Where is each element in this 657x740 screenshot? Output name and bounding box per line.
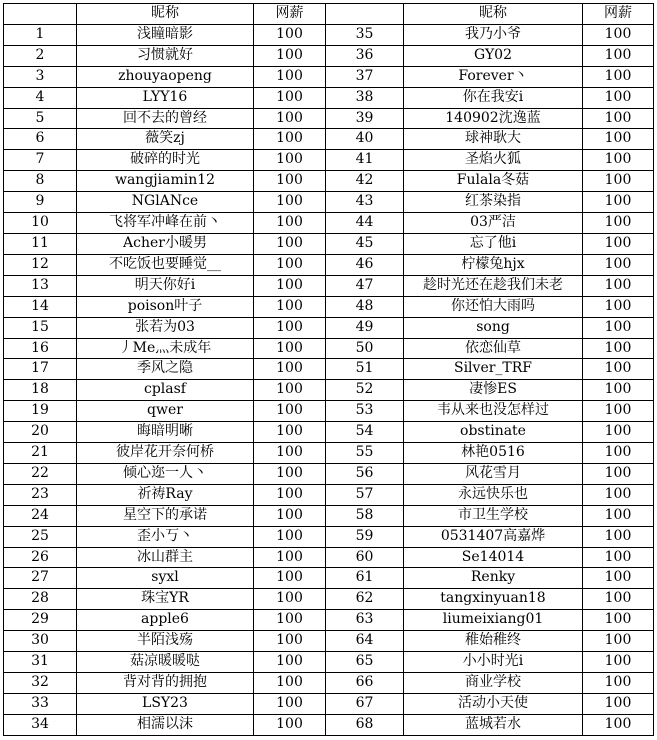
row-number-cell: 21 xyxy=(4,443,77,464)
row-number-cell: 4 xyxy=(4,87,77,108)
nickname-cell: 商业学校 xyxy=(404,673,583,694)
nickname-cell: 0531407高嘉烨 xyxy=(404,526,583,547)
table-row xyxy=(4,652,654,673)
nickname-cell: 韦从来也没怎样过 xyxy=(404,401,583,422)
header-salary-right-cell: 网薪 xyxy=(583,4,654,25)
table-row xyxy=(4,150,654,171)
table-body xyxy=(4,24,654,735)
nickname-cell: syxl xyxy=(77,568,254,589)
table-row xyxy=(4,275,654,296)
row-number-cell: 6 xyxy=(4,129,77,150)
header-salary-left-cell: 网薪 xyxy=(254,4,326,25)
row-number-cell: 25 xyxy=(4,526,77,547)
nickname-cell: NGlANce xyxy=(77,192,254,213)
nickname-cell: 趁时光还在趁我们未老 xyxy=(404,275,583,296)
salary-cell: 100 xyxy=(254,24,326,45)
salary-cell: 100 xyxy=(583,45,654,66)
row-number-cell: 7 xyxy=(4,150,77,171)
nickname-cell: 晦暗明晰 xyxy=(77,422,254,443)
row-number-cell: 63 xyxy=(326,610,404,631)
nickname-cell: 球神耿大 xyxy=(404,129,583,150)
salary-cell: 100 xyxy=(583,87,654,108)
salary-cell: 100 xyxy=(583,171,654,192)
salary-cell: 100 xyxy=(254,296,326,317)
header-index-left-cell xyxy=(4,4,77,25)
row-number-cell: 26 xyxy=(4,547,77,568)
table-row xyxy=(4,610,654,631)
row-number-cell: 33 xyxy=(4,693,77,714)
table-row xyxy=(4,66,654,87)
row-number-cell: 64 xyxy=(326,631,404,652)
nickname-cell: 倾心迩一人丶 xyxy=(77,463,254,484)
table-row xyxy=(4,296,654,317)
salary-cell: 100 xyxy=(254,66,326,87)
row-number-cell: 34 xyxy=(4,714,77,735)
row-number-cell: 58 xyxy=(326,505,404,526)
row-number-cell: 27 xyxy=(4,568,77,589)
nickname-cell: 半陌浅殇 xyxy=(77,631,254,652)
row-number-cell: 19 xyxy=(4,401,77,422)
nickname-cell: 风花雪月 xyxy=(404,463,583,484)
salary-cell: 100 xyxy=(583,150,654,171)
row-number-cell: 13 xyxy=(4,275,77,296)
row-number-cell: 23 xyxy=(4,484,77,505)
salary-table xyxy=(3,3,654,736)
nickname-cell: 相濡以沫 xyxy=(77,714,254,735)
nickname-cell: 圣焰火狐 xyxy=(404,150,583,171)
row-number-cell: 68 xyxy=(326,714,404,735)
row-number-cell: 54 xyxy=(326,422,404,443)
nickname-cell: 03严洁 xyxy=(404,213,583,234)
salary-cell: 100 xyxy=(254,401,326,422)
nickname-cell: GY02 xyxy=(404,45,583,66)
nickname-cell: 永远快乐也 xyxy=(404,484,583,505)
row-number-cell: 24 xyxy=(4,505,77,526)
nickname-cell: 浅瞳暗影 xyxy=(77,24,254,45)
row-number-cell: 59 xyxy=(326,526,404,547)
table-row xyxy=(4,45,654,66)
row-number-cell: 32 xyxy=(4,673,77,694)
table-row xyxy=(4,568,654,589)
salary-cell: 100 xyxy=(254,192,326,213)
nickname-cell: 习惯就好 xyxy=(77,45,254,66)
table-row xyxy=(4,463,654,484)
nickname-cell: wangjiamin12 xyxy=(77,171,254,192)
nickname-cell: Acher小暖男 xyxy=(77,233,254,254)
table-row xyxy=(4,631,654,652)
nickname-cell: 珠宝YR xyxy=(77,589,254,610)
row-number-cell: 30 xyxy=(4,631,77,652)
nickname-cell: 红茶染指 xyxy=(404,192,583,213)
row-number-cell: 61 xyxy=(326,568,404,589)
row-number-cell: 37 xyxy=(326,66,404,87)
nickname-cell: qwer xyxy=(77,401,254,422)
table-row xyxy=(4,317,654,338)
salary-cell: 100 xyxy=(583,547,654,568)
table-row xyxy=(4,254,654,275)
salary-cell: 100 xyxy=(254,526,326,547)
table-row xyxy=(4,714,654,735)
header-nickname-left-cell: 昵称 xyxy=(77,4,254,25)
table-row xyxy=(4,693,654,714)
salary-cell: 100 xyxy=(583,652,654,673)
salary-cell: 100 xyxy=(254,568,326,589)
row-number-cell: 40 xyxy=(326,129,404,150)
salary-cell: 100 xyxy=(254,317,326,338)
salary-cell: 100 xyxy=(254,505,326,526)
salary-cell: 100 xyxy=(254,233,326,254)
nickname-cell: zhouyaopeng xyxy=(77,66,254,87)
salary-cell: 100 xyxy=(583,296,654,317)
salary-cell: 100 xyxy=(254,338,326,359)
row-number-cell: 22 xyxy=(4,463,77,484)
row-number-cell: 2 xyxy=(4,45,77,66)
nickname-cell: 冰山群主 xyxy=(77,547,254,568)
row-number-cell: 56 xyxy=(326,463,404,484)
nickname-cell: Se14014 xyxy=(404,547,583,568)
nickname-cell: obstinate xyxy=(404,422,583,443)
salary-cell: 100 xyxy=(583,24,654,45)
salary-cell: 100 xyxy=(254,150,326,171)
row-number-cell: 52 xyxy=(326,380,404,401)
nickname-cell: 祈祷Ray xyxy=(77,484,254,505)
table-row xyxy=(4,213,654,234)
salary-cell: 100 xyxy=(583,505,654,526)
salary-cell: 100 xyxy=(254,422,326,443)
salary-cell: 100 xyxy=(583,192,654,213)
nickname-cell: 稚始稚终 xyxy=(404,631,583,652)
row-number-cell: 38 xyxy=(326,87,404,108)
salary-cell: 100 xyxy=(254,275,326,296)
nickname-cell: 忘了他i xyxy=(404,233,583,254)
table-row xyxy=(4,401,654,422)
nickname-cell: 背对背的拥抱 xyxy=(77,673,254,694)
nickname-cell: 小小时光i xyxy=(404,652,583,673)
row-number-cell: 66 xyxy=(326,673,404,694)
salary-cell: 100 xyxy=(254,589,326,610)
nickname-cell: 回不去的曾经 xyxy=(77,108,254,129)
table-row xyxy=(4,673,654,694)
salary-cell: 100 xyxy=(254,254,326,275)
header-index-right-cell xyxy=(326,4,404,25)
row-number-cell: 51 xyxy=(326,359,404,380)
salary-cell: 100 xyxy=(254,443,326,464)
nickname-cell: LSY23 xyxy=(77,693,254,714)
salary-cell: 100 xyxy=(583,610,654,631)
row-number-cell: 8 xyxy=(4,171,77,192)
salary-cell: 100 xyxy=(254,45,326,66)
row-number-cell: 65 xyxy=(326,652,404,673)
nickname-cell: 活动小天使 xyxy=(404,693,583,714)
nickname-cell: LYY16 xyxy=(77,87,254,108)
salary-cell: 100 xyxy=(583,568,654,589)
table-row xyxy=(4,589,654,610)
nickname-cell: 季风之隐 xyxy=(77,359,254,380)
table-row xyxy=(4,526,654,547)
row-number-cell: 36 xyxy=(326,45,404,66)
table-row xyxy=(4,547,654,568)
row-number-cell: 15 xyxy=(4,317,77,338)
table-row xyxy=(4,443,654,464)
row-number-cell: 29 xyxy=(4,610,77,631)
salary-cell: 100 xyxy=(254,129,326,150)
salary-cell: 100 xyxy=(254,714,326,735)
row-number-cell: 67 xyxy=(326,693,404,714)
table-row xyxy=(4,359,654,380)
row-number-cell: 11 xyxy=(4,233,77,254)
table-row xyxy=(4,129,654,150)
row-number-cell: 46 xyxy=(326,254,404,275)
row-number-cell: 53 xyxy=(326,401,404,422)
salary-cell: 100 xyxy=(583,463,654,484)
salary-cell: 100 xyxy=(254,673,326,694)
nickname-cell: 凄惨ES xyxy=(404,380,583,401)
salary-cell: 100 xyxy=(583,401,654,422)
nickname-cell: tangxinyuan18 xyxy=(404,589,583,610)
row-number-cell: 3 xyxy=(4,66,77,87)
row-number-cell: 48 xyxy=(326,296,404,317)
table-row xyxy=(4,484,654,505)
table-row xyxy=(4,505,654,526)
row-number-cell: 44 xyxy=(326,213,404,234)
row-number-cell: 50 xyxy=(326,338,404,359)
nickname-cell: 140902沈逸蓝 xyxy=(404,108,583,129)
salary-cell: 100 xyxy=(583,693,654,714)
salary-cell: 100 xyxy=(254,484,326,505)
salary-cell: 100 xyxy=(254,171,326,192)
header-row xyxy=(4,4,654,25)
row-number-cell: 39 xyxy=(326,108,404,129)
salary-cell: 100 xyxy=(583,443,654,464)
nickname-cell: 依恋仙草 xyxy=(404,338,583,359)
nickname-cell: 星空下的承诺 xyxy=(77,505,254,526)
salary-cell: 100 xyxy=(583,631,654,652)
salary-cell: 100 xyxy=(254,213,326,234)
table-row xyxy=(4,24,654,45)
salary-cell: 100 xyxy=(254,380,326,401)
nickname-cell: 你在我安i xyxy=(404,87,583,108)
nickname-cell: Fulala冬菇 xyxy=(404,171,583,192)
table-row xyxy=(4,422,654,443)
row-number-cell: 9 xyxy=(4,192,77,213)
nickname-cell: 不吃饭也要睡觉__ xyxy=(77,254,254,275)
salary-cell: 100 xyxy=(583,129,654,150)
row-number-cell: 28 xyxy=(4,589,77,610)
row-number-cell: 18 xyxy=(4,380,77,401)
nickname-cell: 薇笑zj xyxy=(77,129,254,150)
row-number-cell: 16 xyxy=(4,338,77,359)
row-number-cell: 49 xyxy=(326,317,404,338)
salary-cell: 100 xyxy=(254,547,326,568)
salary-cell: 100 xyxy=(254,87,326,108)
salary-cell: 100 xyxy=(583,275,654,296)
nickname-cell: 丿Me灬未成年 xyxy=(77,338,254,359)
row-number-cell: 20 xyxy=(4,422,77,443)
nickname-cell: song xyxy=(404,317,583,338)
row-number-cell: 45 xyxy=(326,233,404,254)
salary-cell: 100 xyxy=(583,213,654,234)
salary-cell: 100 xyxy=(583,714,654,735)
salary-cell: 100 xyxy=(583,484,654,505)
salary-cell: 100 xyxy=(583,422,654,443)
nickname-cell: Silver_TRF xyxy=(404,359,583,380)
header-nickname-right-cell: 昵称 xyxy=(404,4,583,25)
table-row xyxy=(4,87,654,108)
salary-cell: 100 xyxy=(583,673,654,694)
salary-cell: 100 xyxy=(583,108,654,129)
nickname-cell: 我乃小爷 xyxy=(404,24,583,45)
row-number-cell: 41 xyxy=(326,150,404,171)
table-row xyxy=(4,233,654,254)
nickname-cell: 飞将军冲峰在前丶 xyxy=(77,213,254,234)
nickname-cell: 蓝城若水 xyxy=(404,714,583,735)
nickname-cell: 歪小丂丶 xyxy=(77,526,254,547)
table-row xyxy=(4,171,654,192)
salary-cell: 100 xyxy=(583,233,654,254)
salary-cell: 100 xyxy=(583,254,654,275)
row-number-cell: 57 xyxy=(326,484,404,505)
salary-cell: 100 xyxy=(583,338,654,359)
salary-cell: 100 xyxy=(254,610,326,631)
row-number-cell: 14 xyxy=(4,296,77,317)
nickname-cell: liumeixiang01 xyxy=(404,610,583,631)
salary-cell: 100 xyxy=(583,66,654,87)
nickname-cell: cplasf xyxy=(77,380,254,401)
nickname-cell: 你还怕大雨吗 xyxy=(404,296,583,317)
nickname-cell: 柠檬兔hjx xyxy=(404,254,583,275)
salary-cell: 100 xyxy=(583,359,654,380)
row-number-cell: 10 xyxy=(4,213,77,234)
salary-cell: 100 xyxy=(254,631,326,652)
nickname-cell: Forever丶 xyxy=(404,66,583,87)
table-row xyxy=(4,192,654,213)
row-number-cell: 5 xyxy=(4,108,77,129)
row-number-cell: 1 xyxy=(4,24,77,45)
nickname-cell: Renky xyxy=(404,568,583,589)
table-row xyxy=(4,338,654,359)
nickname-cell: poison叶子 xyxy=(77,296,254,317)
nickname-cell: 明天你好i xyxy=(77,275,254,296)
row-number-cell: 55 xyxy=(326,443,404,464)
row-number-cell: 47 xyxy=(326,275,404,296)
row-number-cell: 42 xyxy=(326,171,404,192)
nickname-cell: 菇凉暖暖哒 xyxy=(77,652,254,673)
row-number-cell: 35 xyxy=(326,24,404,45)
salary-cell: 100 xyxy=(254,693,326,714)
salary-cell: 100 xyxy=(254,108,326,129)
row-number-cell: 31 xyxy=(4,652,77,673)
nickname-cell: 张若为03 xyxy=(77,317,254,338)
nickname-cell: apple6 xyxy=(77,610,254,631)
salary-cell: 100 xyxy=(254,652,326,673)
nickname-cell: 彼岸花开奈何桥 xyxy=(77,443,254,464)
salary-cell: 100 xyxy=(583,380,654,401)
nickname-cell: 林艳0516 xyxy=(404,443,583,464)
table-row xyxy=(4,108,654,129)
salary-cell: 100 xyxy=(583,526,654,547)
salary-cell: 100 xyxy=(254,463,326,484)
row-number-cell: 43 xyxy=(326,192,404,213)
row-number-cell: 17 xyxy=(4,359,77,380)
nickname-cell: 市卫生学校 xyxy=(404,505,583,526)
salary-cell: 100 xyxy=(254,359,326,380)
salary-cell: 100 xyxy=(583,317,654,338)
row-number-cell: 60 xyxy=(326,547,404,568)
salary-cell: 100 xyxy=(583,589,654,610)
table-row xyxy=(4,380,654,401)
nickname-cell: 破碎的时光 xyxy=(77,150,254,171)
row-number-cell: 12 xyxy=(4,254,77,275)
row-number-cell: 62 xyxy=(326,589,404,610)
